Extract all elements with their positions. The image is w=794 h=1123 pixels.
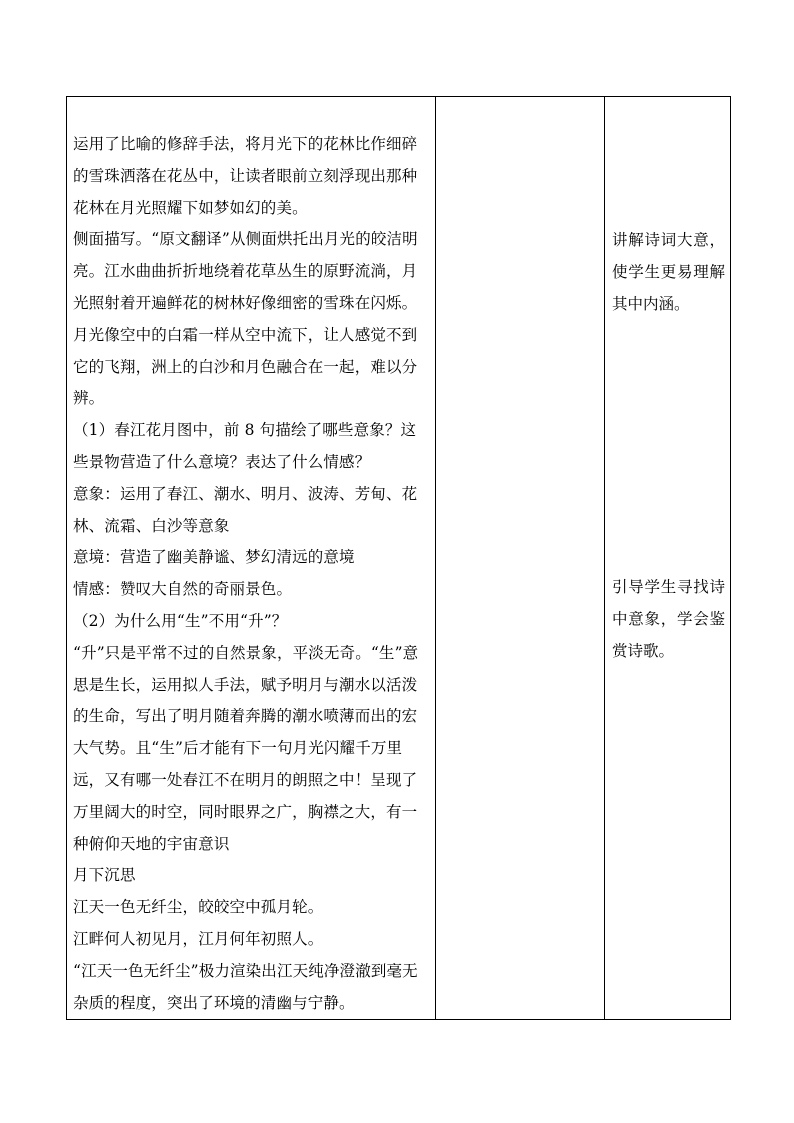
paragraph-question-2: （2）为什么用“生”不用“升”？ [73,611,288,630]
paragraph-emotion: 情感：赞叹大自然的奇丽景色。 [73,580,293,599]
intent-note-2: 引导学生寻找诗中意象，学会鉴赏诗歌。 [612,578,725,660]
lesson-plan-table [66,96,731,1020]
intent-note-1: 讲解诗词大意，使学生更易理解其中内涵。 [612,231,725,313]
paragraph-section-heading: 月下沉思 [73,866,136,885]
design-intent [605,97,730,1019]
paragraph-imagery: 意象：运用了春江、潮水、明月、波涛、芳甸、花林、流霜、白沙等意象 [73,484,418,535]
teaching-content [67,97,435,1019]
empty-middle-cell [436,97,605,1020]
paragraph-answer-2: “升”只是平常不过的自然景象，平淡无奇。“生”意思是生长，运用拟人手法，赋予明月与潮水以活泼的生命，写出了明月随着奔腾的潮水喷薄而出的宏大气势。且“生”后才能有下一句月光闪耀千万里远，又有哪一处春江不在明月的朗照之中！呈现了万里阔大的时空，同时眼界之广，胸襟之大，有一种俯仰天地的宇宙意识 [73,643,419,853]
paragraph-question-1: （1）春江花月图中，前 8 句描绘了哪些意象？这些景物营造了什么意境？表达了什么情感？ [73,421,417,471]
paragraph-side-description: 侧面描写。“原文翻译”从侧面烘托出月光的皎洁明亮。江水曲曲折折地绕着花草丛生的原野流淌，月光照射着开遍鲜花的树林好像细密的雪珠在闪烁。月光像空中的白霜一样从空中流下，让人感觉不到它的飞翔，洲上的白沙和月色融合在一起，难以分辨。 [73,230,418,408]
design-intent-cell [605,97,731,1020]
paragraph-poem-line-1: 江天一色无纤尘，皎皎空中孤月轮。 [73,898,324,917]
paragraph-analysis: “江天一色无纤尘”极力渲染出江天纯净澄澈到毫无杂质的程度，突出了环境的清幽与宁静。 [73,961,418,1012]
paragraph-poem-line-2: 江畔何人初见月，江月何年初照人。 [73,929,324,948]
paragraph-metaphor: 运用了比喻的修辞手法，将月光下的花林比作细碎的雪珠洒落在花丛中，让读者眼前立刻浮现出那种花林在月光照耀下如梦如幻的美。 [73,135,418,217]
paragraph-mood: 意境：营造了幽美静谧、梦幻清远的意境 [73,548,355,567]
teaching-content-cell [67,97,436,1020]
table-row [67,97,731,1020]
